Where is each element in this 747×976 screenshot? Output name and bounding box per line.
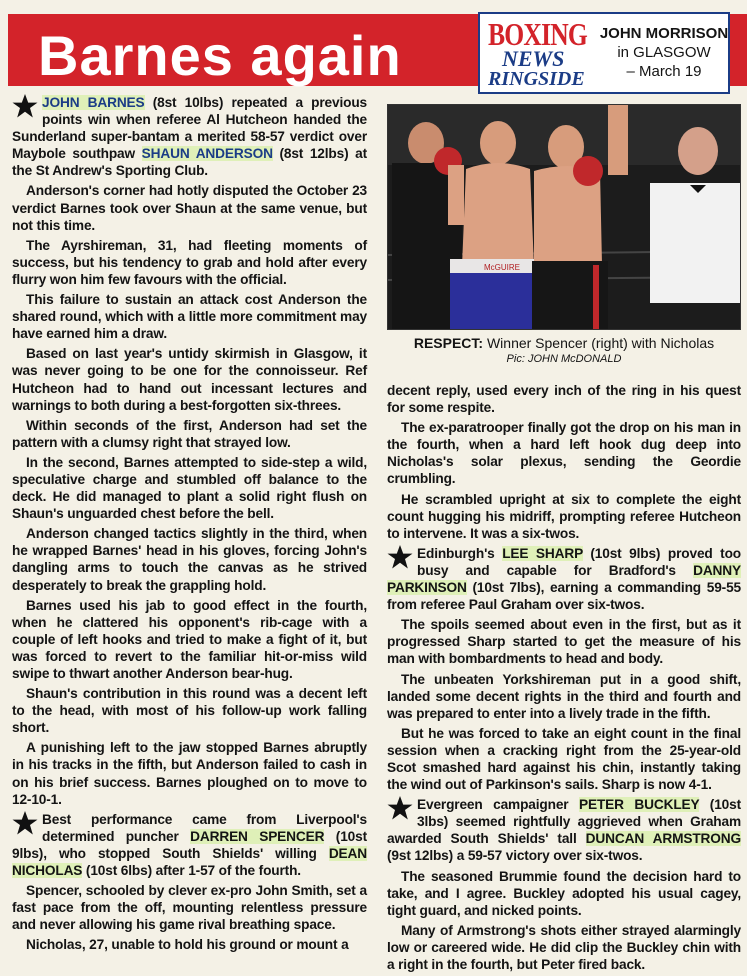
paragraph [387, 796, 741, 864]
byline-date: – March 19 [626, 63, 702, 80]
fight-photo [387, 104, 741, 330]
star-icon [387, 796, 413, 820]
boxer-name: JOHN BARNES [42, 95, 145, 110]
paragraph: Many of Armstrong's shots either strayed alarmingly low or careered wide. He did clip the Buckley chin with a right in the fourth, but Peter fired back. [387, 922, 741, 972]
boxer-name: DARREN SPENCER [190, 828, 325, 844]
star-icon [12, 811, 38, 835]
paragraph: Nicholas, 27, unable to hold his ground or mount a [26, 937, 349, 953]
trunk-text: McGUIRE [484, 263, 520, 272]
star-icon [387, 545, 413, 569]
paragraph: The ex-paratrooper finally got the drop on his man in the fourth, when a hard left hook dug deep into Nicholas's solar plexus, sending the Geordie crumbling. [387, 420, 741, 487]
paragraph: Anderson changed tactics slightly in the third, when he wrapped Barnes' head in his gloves, forcing John's dangling arms to touch the canvas as he strived desperately to break the grappling hold. [12, 526, 367, 593]
caption-lead: RESPECT: [413, 335, 484, 351]
paragraph: The seasoned Brummie found the decision hard to take, and I agree. Buckley adopted his usual cagey, tight guard, and nicked points. [387, 868, 741, 918]
photo-caption [387, 335, 741, 367]
paragraph: The spoils seemed about even in the first, but as it progressed Sharp started to get the measure of his man with bombardments to head and body. [387, 617, 741, 667]
paragraph: decent reply, used every inch of the ring in his quest for some respite. [387, 383, 741, 416]
photo-credit: Pic: JOHN McDONALD [506, 353, 622, 365]
logo-ringside: RINGSIDE [488, 68, 585, 90]
paragraph: But he was forced to take an eight count in the final session when a cracking right from the 25-year-old Scot smashed hard against his chin, instantly taking the wind out of Parkinson's sails. Sharp is now 4-1. [387, 725, 741, 793]
paragraph: The unbeaten Yorkshireman put in a good shift, landed some decent rights in the third and fourth and was prepared to enter into a lively trade in the fifth. [387, 671, 741, 721]
logo-boxing: BOXING [488, 16, 588, 52]
boxer-name: DUNCAN ARMSTRONG [585, 831, 741, 847]
paragraph: Spencer, schooled by clever ex-pro John Smith, set a fast pace from the off, mounting relentless pressure and never allowing his game rival breathing space. [12, 883, 367, 933]
paragraph: Shaun's contribution in this round was a decent left to the head, with most of his follow-up work falling short. [12, 686, 367, 736]
boxer-name: DEAN NICHOLAS [12, 845, 367, 879]
headline-banner-end [727, 14, 747, 86]
headline-banner [8, 14, 478, 86]
boxer-name: SHAUN ANDERSON [141, 146, 273, 162]
paragraph: In the second, Barnes attempted to side-step a wild, speculative charge and stumbled off balance to the deck. He did managed to plant a solid right flush on Shaun's unguarded chest before the bell. [12, 454, 367, 522]
byline-place: in GLASGOW [617, 44, 711, 61]
text-run: (10st 9lbs) proved too busy and capable for Bradford's [417, 545, 742, 578]
boxer-name: PETER BUCKLEY [578, 797, 700, 813]
logo-news: NEWS [502, 46, 565, 71]
caption-text: Winner Spencer (right) with Nicholas [483, 335, 715, 351]
text-run: Best performance came from Liverpool's determined puncher [42, 811, 367, 844]
byline [598, 24, 730, 81]
paragraph: A punishing left to the jaw stopped Barnes abruptly in his tracks in the fifth, but Anderson failed to cash in on his brief success. Barnes ploughed on to move to 12-10-1. [12, 740, 367, 807]
text-run: (10st 6lbs) after 1-57 of the fourth. [82, 863, 301, 879]
star-icon [12, 94, 38, 118]
paragraph: Based on last year's untidy skirmish in Glasgow, it was never going to be one for the connoisseur. Ref Hutcheon had to hand out incessant lectures and warnings to both during a best-forgotten six-threes. [12, 346, 367, 413]
paragraph: The Ayrshireman, 31, had fleeting moments of success, but his tendency to grab and hold after every flurry won him few favours with the official. [12, 237, 367, 287]
text-run: (10st 7lbs), earning a commanding 59-55 from referee Paul Graham over six-twos. [387, 580, 741, 613]
headline: Barnes again [38, 24, 402, 87]
boxing-news-ringside-logo [478, 12, 730, 94]
boxers-photo-illustration [388, 105, 741, 330]
text-run: (9st 12lbs) a 59-57 victory over six-twos. [387, 848, 643, 864]
text-run: (8st 10lbs) repeated a previous points win when referee Al Hutcheon handed the Sunderland super-bantam a merited 58-57 verdict over Maybole southpaw [12, 95, 367, 162]
text-run: Evergreen campaigner [417, 797, 579, 813]
paragraph [387, 545, 741, 613]
boxer-name: LEE SHARP [502, 545, 583, 561]
byline-author: JOHN MORRISON [599, 25, 729, 42]
paragraph [12, 94, 367, 179]
paragraph: Anderson's corner had hotly disputed the October 23 verdict Barnes took over Shaun at the same venue, but not this time. [12, 183, 367, 233]
article-column-2 [387, 382, 741, 976]
boxer-name: DANNY PARKINSON [387, 562, 741, 596]
text-run: (8st 12lbs) at the St Andrew's Sporting Club. [12, 146, 367, 179]
text-run: Edinburgh's [417, 545, 503, 561]
paragraph: Within seconds of the first, Anderson had set the pattern with a clumsy right that strayed low. [12, 417, 367, 450]
paragraph: Barnes used his jab to good effect in the fourth, when he clattered his opponent's rib-cage with a couple of left hooks and tried to make a fight of it, but was forced to revert to the familiar hit-or-miss wild swipe to thwart another Anderson bear-hug. [12, 597, 367, 681]
text-run: (10st 9lbs), who stopped South Shields' willing [12, 828, 368, 861]
article-column-1 [12, 94, 367, 957]
caption-line [387, 335, 741, 352]
text-run: (10st 3lbs) seemed rightfully aggrieved when Graham awarded South Shields' tall [387, 797, 741, 847]
paragraph: He scrambled upright at six to complete the eight count hugging his midriff, prompting referee Hutcheon to intervene. It was a six-twos. [387, 491, 741, 541]
paragraph [12, 811, 367, 879]
paragraph: This failure to sustain an attack cost Anderson the shared round, which with a little more commitment may have earned him a draw. [12, 292, 367, 342]
